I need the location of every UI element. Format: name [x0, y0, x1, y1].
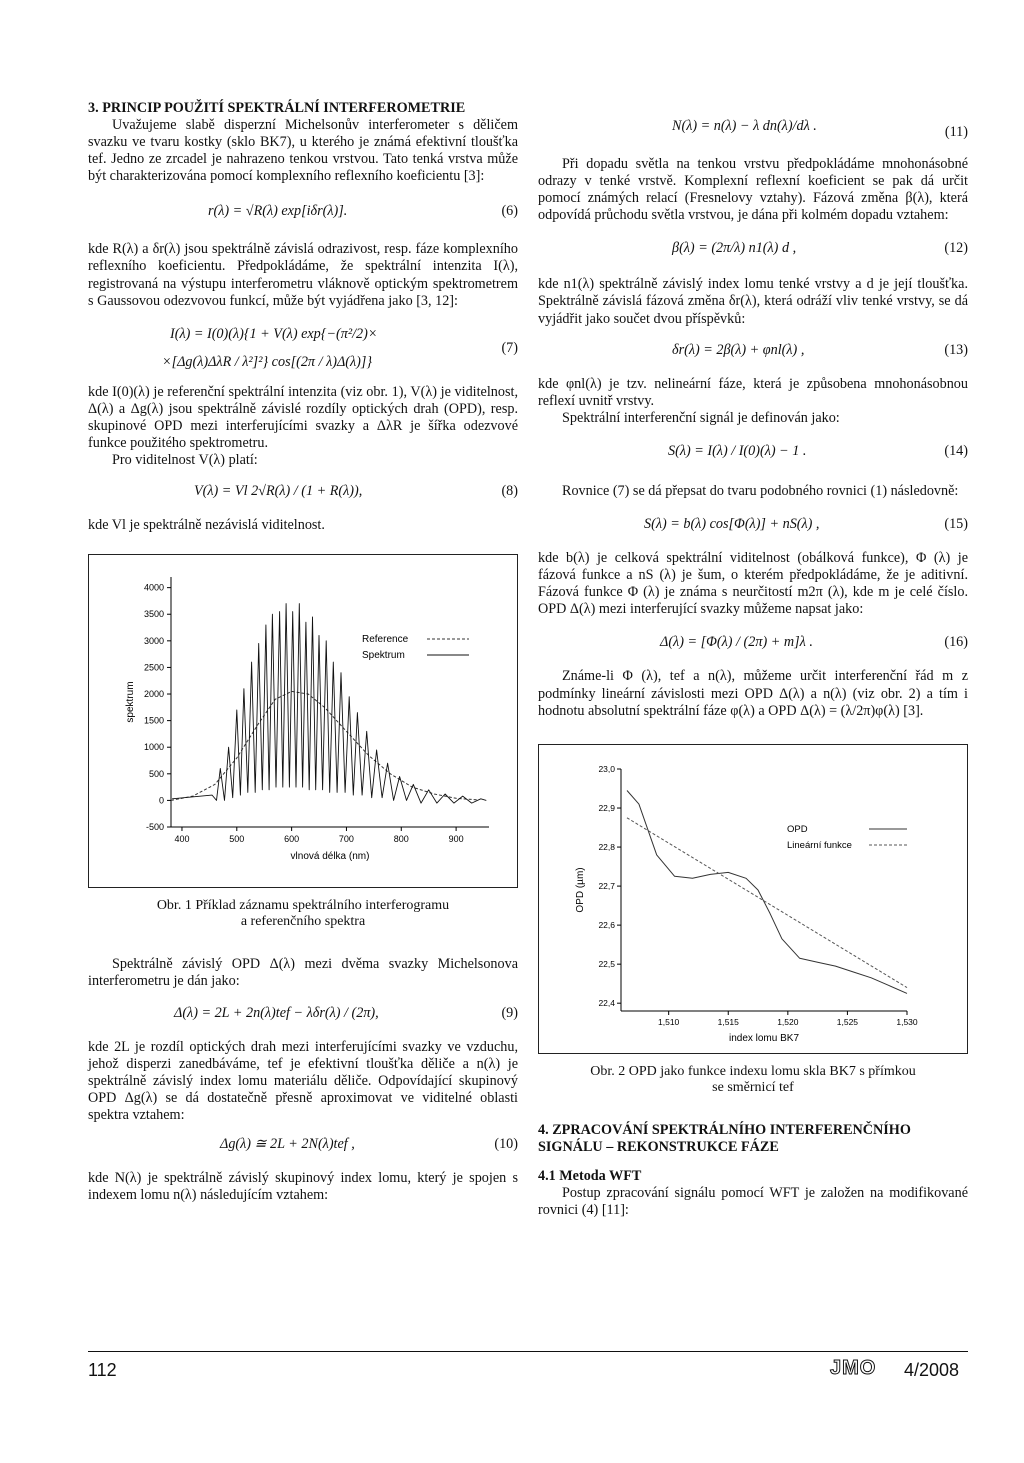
x-axis-label: index lomu BK7	[728, 1032, 800, 1044]
equation-16-number: (16)	[944, 634, 968, 651]
journal-logo: JMO	[830, 1357, 877, 1379]
series-linear-line	[627, 817, 907, 987]
equation-6-expr: r(λ) = √R(λ) exp[iδr(λ)].	[208, 203, 348, 220]
paragraph: kde R(λ) a δr(λ) jsou spektrálně závislá odrazivost, resp. fáze komplexního reflexního koeficientu. Předpokládáme, že spektrální intenzita I(λ), registrovaná na výstupu interferometru vláknově optickým spektrometrem s Gaussovou odezvovou funkcí, může být vyjádřena jako [3, 12]:	[88, 241, 518, 309]
y-tick-label: 22,7	[598, 880, 615, 891]
paragraph: kde φnl(λ) je tzv. nelineární fáze, která je způsobena mnohonásobnou reflexí uvnitř vrstvy.	[538, 375, 968, 409]
equation-15-number: (15)	[944, 516, 968, 533]
paragraph: kde I(0)(λ) je referenční spektrální intenzita (viz obr. 1), V(λ) je viditelnost, Δ(λ) a Δg(λ) jsou spektrálně závislé rozdíly optických drah (OPD), resp. skupinové OPD mezi interferujícími svazky a ΔλR je šířka odezvové funkce použitého spektrometru.	[88, 383, 518, 452]
y-tick-label: 22,6	[598, 919, 615, 930]
series-opd-line	[627, 790, 907, 993]
section-4-title-line2: SIGNÁLU – REKONSTRUKCE FÁZE	[538, 1138, 779, 1155]
page-number: 112	[88, 1360, 117, 1380]
equation-8	[88, 469, 518, 513]
y-tick-label: 0	[158, 795, 164, 806]
equation-14-expr: S(λ) = I(λ) / I(0)(λ) − 1 .	[668, 442, 807, 459]
left-column	[88, 100, 518, 1204]
equation-15	[538, 500, 968, 546]
equation-11-number: (11)	[944, 124, 968, 140]
paragraph: Pro viditelnost V(λ) platí:	[112, 452, 258, 469]
equation-10	[88, 1124, 518, 1166]
paragraph: Uvažujeme slabě disperzní Michelsonův interferometer s děličem svazku ve tvaru kostky (sklo BK7), u kterého je známá efektivní tloušťka tef. Jedno ze zrcadel je nahrazeno tenkou vrstvou. Tato tenká vrstva může být charakterizována pomocí komplexního reflexního koeficientu [3]:	[88, 117, 518, 185]
equation-12	[538, 224, 968, 272]
equation-12-number: (12)	[944, 240, 968, 257]
x-tick-label: 600	[284, 834, 300, 845]
paragraph: kde b(λ) je celková spektrální viditelnost (obálková funkce), Φ (λ) je fázová funkce a nS (λ) je šum, o kterém předpokládáme, že je aditivní. Fázová funkce Φ (λ) je známa s neurčitostí m2π (λ), kde m je celé číslo. OPD Δ(λ) mezi interferující svazky můžeme napsat jako:	[538, 550, 968, 618]
equation-7-line2: ×[Δg(λ)ΔλR / λ²]²} cos[(2π / λ)Δ(λ)]}	[162, 353, 373, 370]
legend-label-linear: Lineární funkce	[787, 839, 852, 851]
section-4-title-line1: 4. ZPRACOVÁNÍ SPEKTRÁLNÍHO INTERFERENČNÍHO	[538, 1121, 911, 1138]
footer-rule	[88, 1351, 968, 1352]
equation-8-number: (8)	[501, 483, 518, 500]
legend-label-spektrum: Spektrum	[362, 650, 405, 662]
x-tick-label: 700	[338, 834, 354, 845]
equation-8-expr: V(λ) = Vl 2√R(λ) / (1 + R(λ)),	[194, 483, 363, 500]
equation-7	[88, 310, 518, 384]
y-tick-label: 2000	[143, 689, 164, 700]
legend-label-reference: Reference	[362, 634, 409, 646]
y-tick-label: 3000	[143, 636, 164, 647]
paragraph: Spektrální interferenční signál je definován jako:	[562, 409, 840, 426]
y-tick-label: 4000	[143, 582, 164, 593]
x-tick-label: 400	[174, 834, 190, 845]
y-axis-label: OPD (µm)	[575, 867, 586, 913]
equation-15-expr: S(λ) = b(λ) cos[Φ(λ)] + nS(λ) ,	[644, 516, 820, 533]
equation-9-number: (9)	[501, 1004, 518, 1021]
equation-9-expr: Δ(λ) = 2L + 2n(λ)tef − λδr(λ) / (2π),	[174, 1004, 379, 1021]
y-tick-label: 22,4	[598, 997, 615, 1008]
paragraph: kde n1(λ) spektrálně závislý index lomu tenké vrstvy a d je její tloušťka. Spektrálně závislá fázová změna δr(λ), která odráží vliv tenké vrstvy, se dá vyjádřit jako součet dvou příspěvků:	[538, 276, 968, 327]
figure-2	[538, 744, 968, 1054]
x-tick-label: 900	[448, 834, 464, 845]
figure-2-caption-line2: se směrnicí tef	[712, 1079, 794, 1095]
y-tick-label: 2500	[143, 662, 164, 673]
y-tick-label: 1000	[143, 742, 164, 753]
equation-14	[538, 427, 968, 471]
paragraph: Známe-li Φ (λ), tef a n(λ), můžeme určit interferenční řád m z podmínky lineární závislosti mezi OPD Δ(λ) a n(λ) (viz obr. 2) a tím i hodnotu absolutní spektrální fáze φ(λ) a OPD Δ(λ) = (λ/2π)φ(λ) [3].	[538, 668, 968, 719]
paragraph: Spektrálně závislý OPD Δ(λ) mezi dvěma svazky Michelsonova interferometru je dán jako:	[88, 956, 518, 990]
issue-number: 4/2008	[904, 1360, 960, 1380]
x-tick-label: 1,510	[658, 1016, 680, 1027]
figure-1-chart	[89, 555, 517, 887]
y-tick-label: 23,0	[598, 763, 615, 774]
x-tick-label: 500	[229, 834, 245, 845]
figure-1-caption-line2: a referenčního spektra	[240, 914, 366, 930]
y-tick-label: 22,9	[598, 802, 615, 813]
y-tick-label: -500	[145, 822, 164, 833]
x-tick-label: 1,530	[896, 1016, 918, 1027]
equation-14-number: (14)	[944, 442, 968, 459]
figure-1	[88, 554, 518, 888]
figure-2-caption	[538, 1064, 968, 1096]
paragraph: kde N(λ) je spektrálně závislý skupinový index lomu, který je spojen s indexem lomu n(λ) následujícím vztahem:	[88, 1169, 518, 1204]
figure-1-caption-line1: Obr. 1 Příklad záznamu spektrálního interferogramu	[156, 898, 450, 914]
paragraph: Rovnice (7) se dá přepsat do tvaru podobného rovnici (1) následovně:	[562, 482, 959, 499]
paragraph: Postup zpracování signálu pomocí WFT je založen na modifikované rovnici (4) [11]:	[538, 1184, 968, 1218]
equation-13-expr: δr(λ) = 2β(λ) + φnl(λ) ,	[672, 341, 805, 358]
paragraph: kde 2L je rozdíl optických drah mezi interferujícími svazky ve vzduchu, jehož disperzi zanedbáváme, tef je efektivní tloušťka děliče a n(λ) je spektrálně závislý index lomu materiálu děliče. Odpovídající skupinový OPD Δg(λ) se dá dostatečně přesně aproximovat ve viditelné oblasti spektra vztahem:	[88, 1038, 518, 1123]
paragraph: Při dopadu světla na tenkou vrstvu předpokládáme mnohonásobné odrazy v tenké vrstvě. Komplexní reflexní koeficient se pak dá určit pomocí známých relací (Fresnelovy vztahy). Fázová změna β(λ), která odpovídá průchodu světla vrstvou, je dána při kolmém dopadu vztahem:	[538, 156, 968, 224]
figure-2-chart	[539, 745, 967, 1053]
right-column	[538, 100, 968, 1219]
equation-12-expr: β(λ) = (2π/λ) n1(λ) d ,	[672, 240, 797, 257]
section-3-title: 3. PRINCIP POUŽITÍ SPEKTRÁLNÍ INTERFEROMETRIE	[88, 100, 466, 116]
figure-2-caption-line1: Obr. 2 OPD jako funkce indexu lomu skla BK7 s přímkou	[590, 1063, 916, 1079]
equation-6	[88, 185, 518, 237]
subsection-4-1-title: 4.1 Metoda WFT	[538, 1167, 642, 1184]
equation-10-number: (10)	[494, 1135, 518, 1152]
y-tick-label: 3500	[143, 609, 164, 620]
equation-13-number: (13)	[944, 341, 968, 358]
equation-7-number: (7)	[501, 339, 518, 356]
equation-11	[538, 100, 968, 156]
figure-1-caption	[88, 898, 518, 930]
y-axis-label: spektrum	[125, 681, 136, 723]
series-spektrum-line	[172, 604, 486, 804]
equation-10-expr: Δg(λ) ≅ 2L + 2N(λ)tef ,	[220, 1135, 355, 1152]
x-tick-label: 1,515	[717, 1016, 739, 1027]
legend-label-opd: OPD	[787, 823, 808, 835]
x-axis-label: vlnová délka (nm)	[290, 851, 370, 863]
y-tick-label: 500	[148, 769, 164, 780]
equation-7-line1: I(λ) = I(0)(λ){1 + V(λ) exp{−(π²/2)×	[170, 325, 378, 342]
equation-6-number: (6)	[501, 203, 518, 220]
y-tick-label: 22,8	[598, 841, 615, 852]
x-tick-label: 1,520	[777, 1016, 799, 1027]
equation-9	[88, 991, 518, 1035]
paragraph: kde Vl je spektrálně nezávislá viditelnost.	[88, 517, 325, 534]
x-tick-label: 1,525	[836, 1016, 859, 1027]
equation-11-expr: N(λ) = n(λ) − λ dn(λ)/dλ .	[672, 118, 817, 134]
equation-16-expr: Δ(λ) = [Φ(λ) / (2π) + m]λ .	[660, 634, 813, 651]
equation-13	[538, 328, 968, 372]
x-tick-label: 800	[393, 834, 409, 845]
y-tick-label: 1500	[143, 715, 164, 726]
y-tick-label: 22,5	[598, 958, 615, 969]
equation-16	[538, 618, 968, 662]
